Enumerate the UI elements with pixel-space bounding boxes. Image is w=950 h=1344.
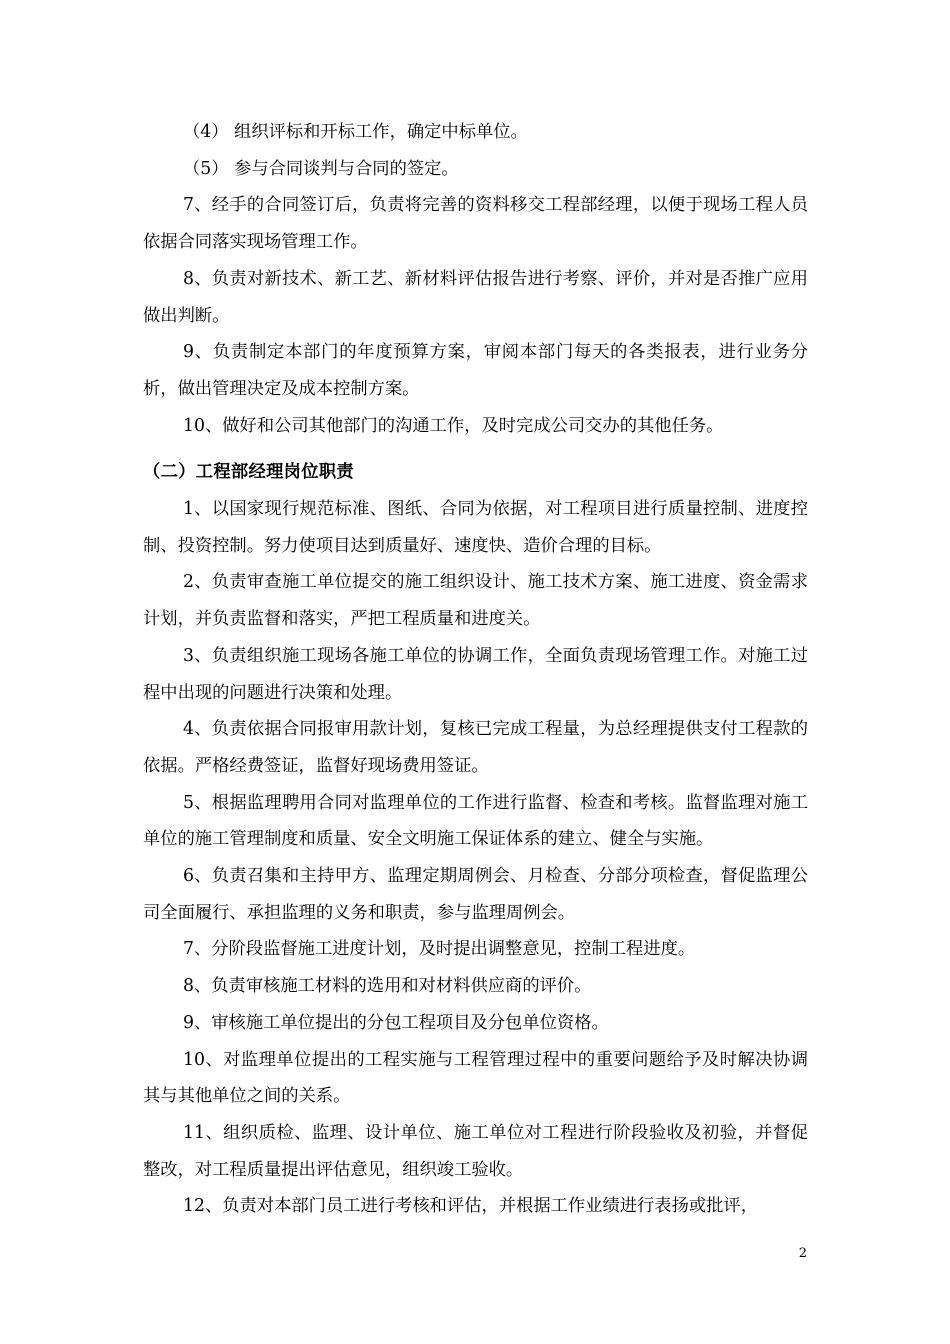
paragraph-section-4: 4、负责依据合同报审用款计划，复核已完成工程量，为总经理提供支付工程款的依据。严格经费签证，监督好现场费用签证。	[143, 719, 808, 776]
section-heading: （二）工程部经理岗位职责	[143, 462, 354, 483]
paragraph-section-11: 11、组织质检、监理、设计单位、施工单位对工程进行阶段验收及初验，并督促整改，对工程质量提出评估意见，组织竣工验收。	[143, 1122, 808, 1180]
paragraph-top-6: 10、做好和公司其他部门的沟通工作，及时完成公司交办的其他任务。	[183, 415, 724, 436]
paragraph-top-4: 8、负责对新技术、新工艺、新材料评估报告进行考察、评价，并对是否推广应用做出判断。	[143, 268, 808, 326]
page-number: 2	[798, 1246, 807, 1261]
paragraph-section-6: 6、负责召集和主持甲方、监理定期周例会、月检查、分部分项检查，督促监理公司全面履行、承担监理的义务和职责，参与监理周例会。	[143, 866, 808, 923]
paragraph-section-9: 9、审核施工单位提出的分包工程项目及分包单位资格。	[183, 1012, 609, 1033]
paragraph-top-3: 7、经手的合同签订后，负责将完善的资料移交工程部经理，以便于现场工程人员依据合同落实现场管理工作。	[143, 195, 808, 253]
paragraph-section-7: 7、分阶段监督施工进度计划，及时提出调整意见，控制工程进度。	[183, 939, 696, 960]
paragraph-top-5: 9、负责制定本部门的年度预算方案，审阅本部门每天的各类报表，进行业务分析，做出管理决定及成本控制方案。	[143, 342, 808, 399]
paragraph-section-3: 3、负责组织施工现场各施工单位的协调工作，全面负责现场管理工作。对施工过程中出现的问题进行决策和处理。	[143, 645, 808, 703]
paragraph-section-8: 8、负责审核施工材料的选用和对材料供应商的评价。	[183, 976, 592, 997]
paragraph-top-2: （5） 参与合同谈判与合同的签定。	[183, 158, 459, 179]
paragraph-section-5: 5、根据监理聘用合同对监理单位的工作进行监督、检查和考核。监督监理对施工单位的施工管理制度和质量、安全文明施工保证体系的建立、健全与实施。	[143, 792, 808, 850]
paragraph-section-10: 10、对监理单位提出的工程实施与工程管理过程中的重要问题给予及时解决协调其与其他单位之间的关系。	[143, 1049, 808, 1107]
paragraph-section-1: 1、以国家现行规范标准、图纸、合同为依据，对工程项目进行质量控制、进度控制、投资控制。努力使项目达到质量好、速度快、造价合理的目标。	[143, 499, 808, 556]
paragraph-top-1: （4） 组织评标和开标工作，确定中标单位。	[183, 122, 528, 142]
page-content	[143, 114, 808, 1225]
paragraph-section-2: 2、负责审查施工单位提交的施工组织设计、施工技术方案、施工进度、资金需求计划，并负责监督和落实，严把工程质量和进度关。	[143, 572, 808, 630]
paragraph-section-12: 12、负责对本部门员工进行考核和评估，并根据工作业绩进行表扬或批评，	[183, 1196, 758, 1217]
